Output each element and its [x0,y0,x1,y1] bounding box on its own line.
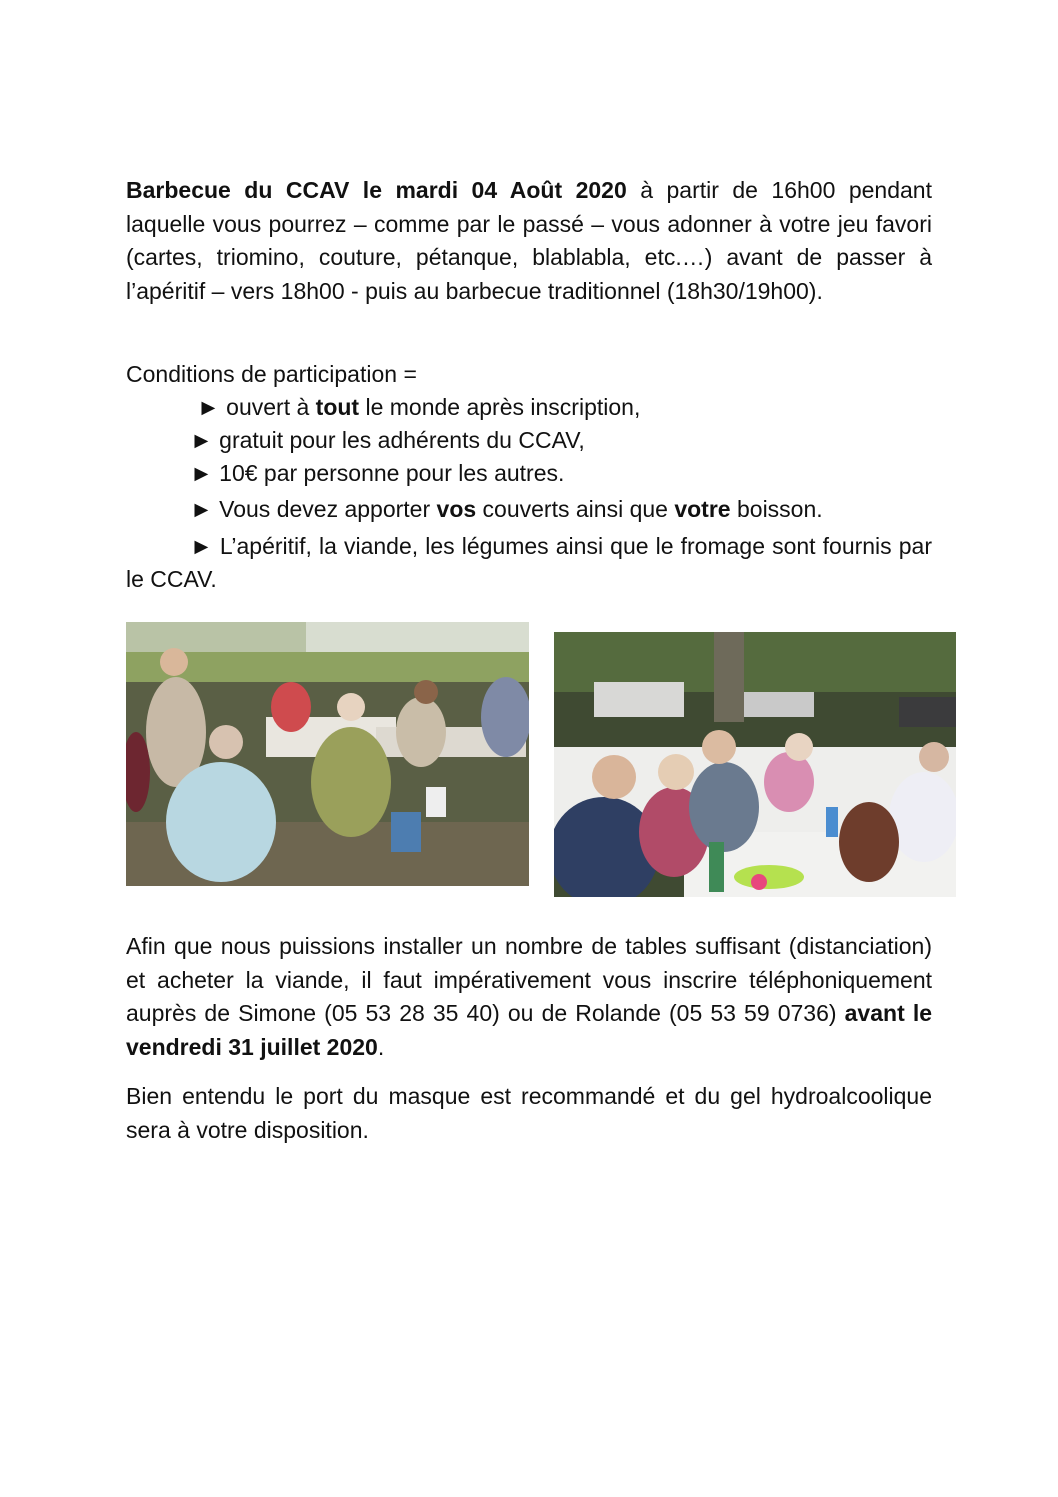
event-title: Barbecue du CCAV le mardi 04 Août 2020 [126,177,627,203]
intro-text: à partir de 16h00 pendant laquelle vous pourrez – comme par le passé – vous adonner à votre jeu favori (cartes, triomino, couture, pétanque, blablabla, etc.…) avant de passer à l’apéritif – vers 18h00 - puis au barbecue traditionnel (18h30/19h00). [126,177,932,304]
conditions-heading: Conditions de participation = [126,361,417,387]
condition-price-others: ► 10€ par personne pour les autres. [190,460,565,486]
registration-paragraph: Afin que nous puissions installer un nombre de tables suffisant (distanciation) et acheter la viande, il faut impérativement vous inscrire téléphoniquement auprès de Simone (05 53 28 35 40) ou de Rolande (05 53 59 0736) avant le vendredi 31 juillet 2020. [126,933,933,1060]
registration-deadline: avant le vendredi 31 juillet 2020 [126,1000,933,1060]
photo-picnic-left [126,622,529,886]
condition-provided: ► L’apéritif, la viande, les légumes ainsi que le fromage sont fournis par le CCAV. [126,533,932,592]
photo-picnic-right [554,632,956,897]
photo-group-picnic [126,622,529,886]
condition-open: ► ouvert à tout le monde après inscription, [197,394,641,420]
photo-group-tables [554,632,956,897]
condition-free-members: ► gratuit pour les adhérents du CCAV, [190,427,585,453]
mask-paragraph: Bien entendu le port du masque est recommandé et du gel hydroalcoolique sera à votre disposition. [126,1083,932,1143]
intro-paragraph [126,174,932,308]
condition-bring-cutlery: ► Vous devez apporter vos couverts ainsi que votre boisson. [190,496,823,522]
